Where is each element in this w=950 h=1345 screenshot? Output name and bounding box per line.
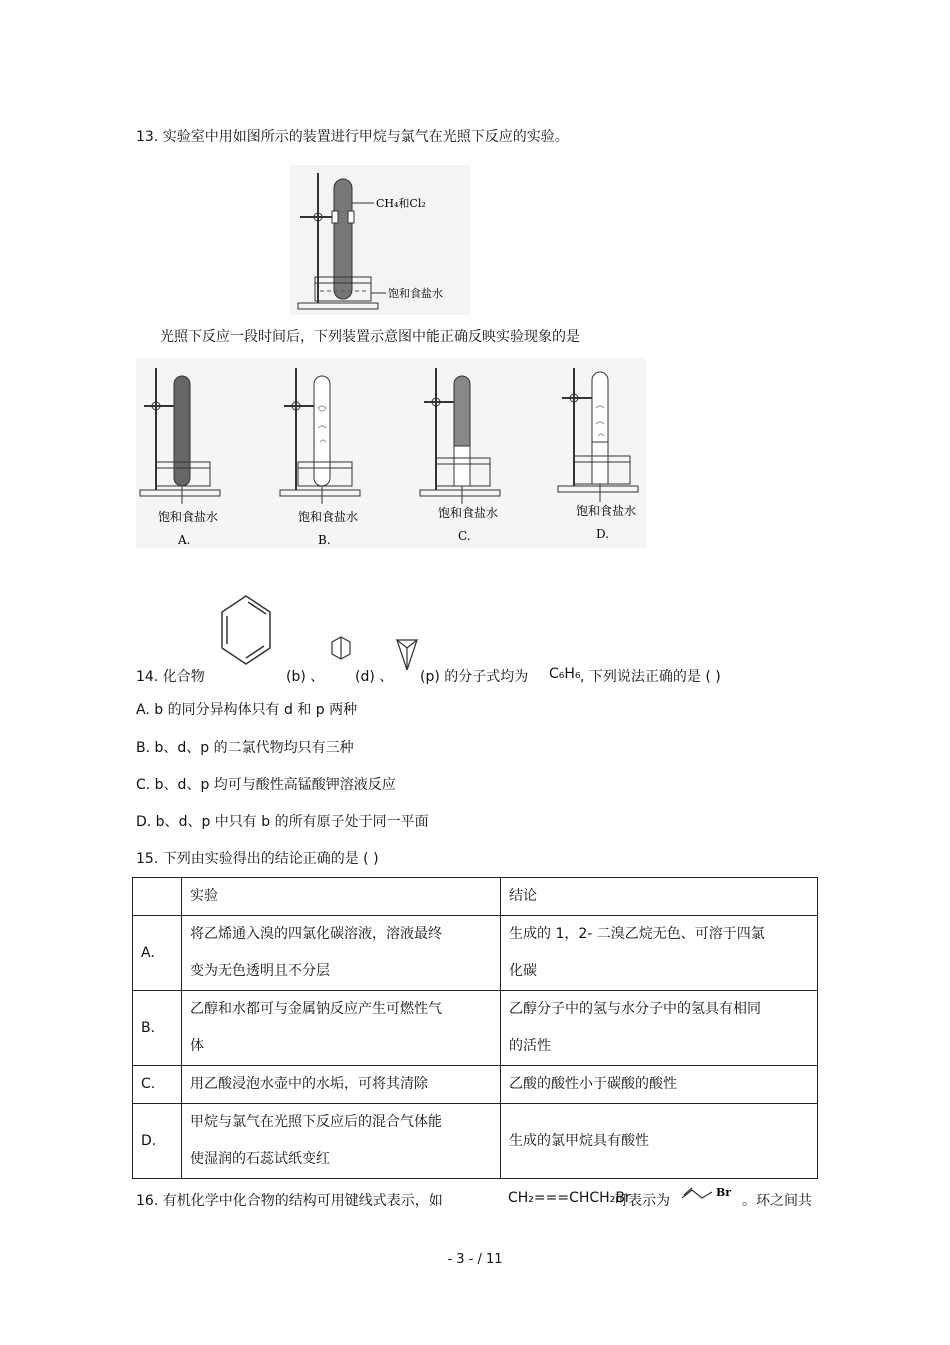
q14-formula: C₆H₆ [549, 666, 581, 682]
q16-stem: 16. 有机化学中化合物的结构可用键线式表示，如 [136, 1193, 443, 1209]
table-header-row [133, 878, 818, 916]
option-d-apparatus [556, 358, 656, 548]
dewar-benzene-structure [330, 635, 352, 661]
cell-line: 体 [190, 1038, 204, 1054]
q13-options-figure [136, 358, 646, 548]
q15-table [132, 877, 818, 1179]
option-a-water-label: 饱和食盐水 [158, 510, 219, 524]
gas-label: CH₄和Cl₂ [376, 197, 426, 210]
q14-suffix: , 下列说法正确的是 ( ) [580, 669, 721, 685]
cell-line: 使湿润的石蕊试纸变红 [190, 1151, 330, 1167]
q13-apparatus-figure [290, 165, 470, 315]
option-d-water-label: 饱和食盐水 [576, 504, 637, 518]
option-d-letter: D. [596, 527, 610, 541]
option-c-letter: C. [458, 529, 471, 543]
q14-choice-c: C. b、d、p 均可与酸性高锰酸钾溶液反应 [136, 777, 396, 793]
option-b-letter: B. [318, 533, 331, 547]
cell-line: 将乙烯通入溴的四氯化碳溶液，溶液最终 [190, 926, 442, 942]
q16-tail: 。环之间共 [742, 1193, 812, 1209]
table-row [133, 916, 818, 991]
cell-line: 用乙酸浸泡水壶中的水垢，可将其清除 [182, 1066, 501, 1104]
prismane-structure [394, 636, 420, 676]
cell-line: 甲烷与氯气在光照下反应后的混合气体能 [190, 1114, 442, 1130]
page-number: - 3 - / 11 [447, 1252, 503, 1267]
table-row [133, 991, 818, 1066]
q14-p-label: (p) 的分子式均为 [420, 669, 529, 685]
table-row [133, 1066, 818, 1104]
q13-prompt: 光照下反应一段时间后，下列装置示意图中能正确反映实验现象的是 [160, 329, 580, 345]
option-a-apparatus [136, 358, 256, 548]
q14-choice-d: D. b、d、p 中只有 b 的所有原子处于同一平面 [136, 814, 429, 830]
header-experiment: 实验 [182, 878, 501, 916]
row-label: A. [133, 916, 182, 991]
benzene-structure [218, 592, 274, 676]
option-b-apparatus [276, 358, 396, 548]
cell-line: 的活性 [509, 1038, 551, 1054]
option-c-apparatus [416, 358, 536, 548]
q16-mid: 可表示为 [614, 1193, 670, 1209]
cell-line: 乙酸的酸性小于碳酸的酸性 [501, 1066, 818, 1104]
q14-b-label: (b) 、 [286, 669, 325, 685]
option-a-letter: A. [178, 533, 191, 547]
header-conclusion: 结论 [501, 878, 818, 916]
q15-stem: 15. 下列由实验得出的结论正确的是 ( ) [136, 851, 379, 867]
q14-d-label: (d) 、 [355, 669, 394, 685]
cell-line: 乙醇和水都可与金属钠反应产生可燃性气 [190, 1001, 442, 1017]
row-label: D. [133, 1104, 182, 1179]
cell-line: 化碳 [509, 963, 537, 979]
q14-choice-a: A. b 的同分异构体只有 d 和 p 两种 [136, 702, 358, 718]
cell-line: 生成的氯甲烷具有酸性 [501, 1104, 818, 1179]
option-c-water-label: 饱和食盐水 [438, 506, 499, 520]
cell-line: 生成的 1，2- 二溴乙烷无色、可溶于四氯 [509, 926, 765, 942]
q16-formula: CH₂===CHCH₂Br [508, 1190, 631, 1206]
skeletal-formula-structure [680, 1184, 740, 1206]
water-label: 饱和食盐水 [388, 287, 443, 300]
option-b-water-label: 饱和食盐水 [298, 510, 359, 524]
br-label: Br [716, 1186, 732, 1199]
q14-prefix: 14. 化合物 [136, 669, 205, 685]
cell-line: 变为无色透明且不分层 [190, 963, 330, 979]
table-row [133, 1104, 818, 1179]
q14-choice-b: B. b、d、p 的二氯代物均只有三种 [136, 740, 354, 756]
cell-line: 乙醇分子中的氢与水分子中的氢具有相同 [509, 1001, 761, 1017]
row-label: B. [133, 991, 182, 1066]
row-label: C. [133, 1066, 182, 1104]
q13-stem: 13. 实验室中用如图所示的装置进行甲烷与氯气在光照下反应的实验。 [136, 129, 569, 145]
